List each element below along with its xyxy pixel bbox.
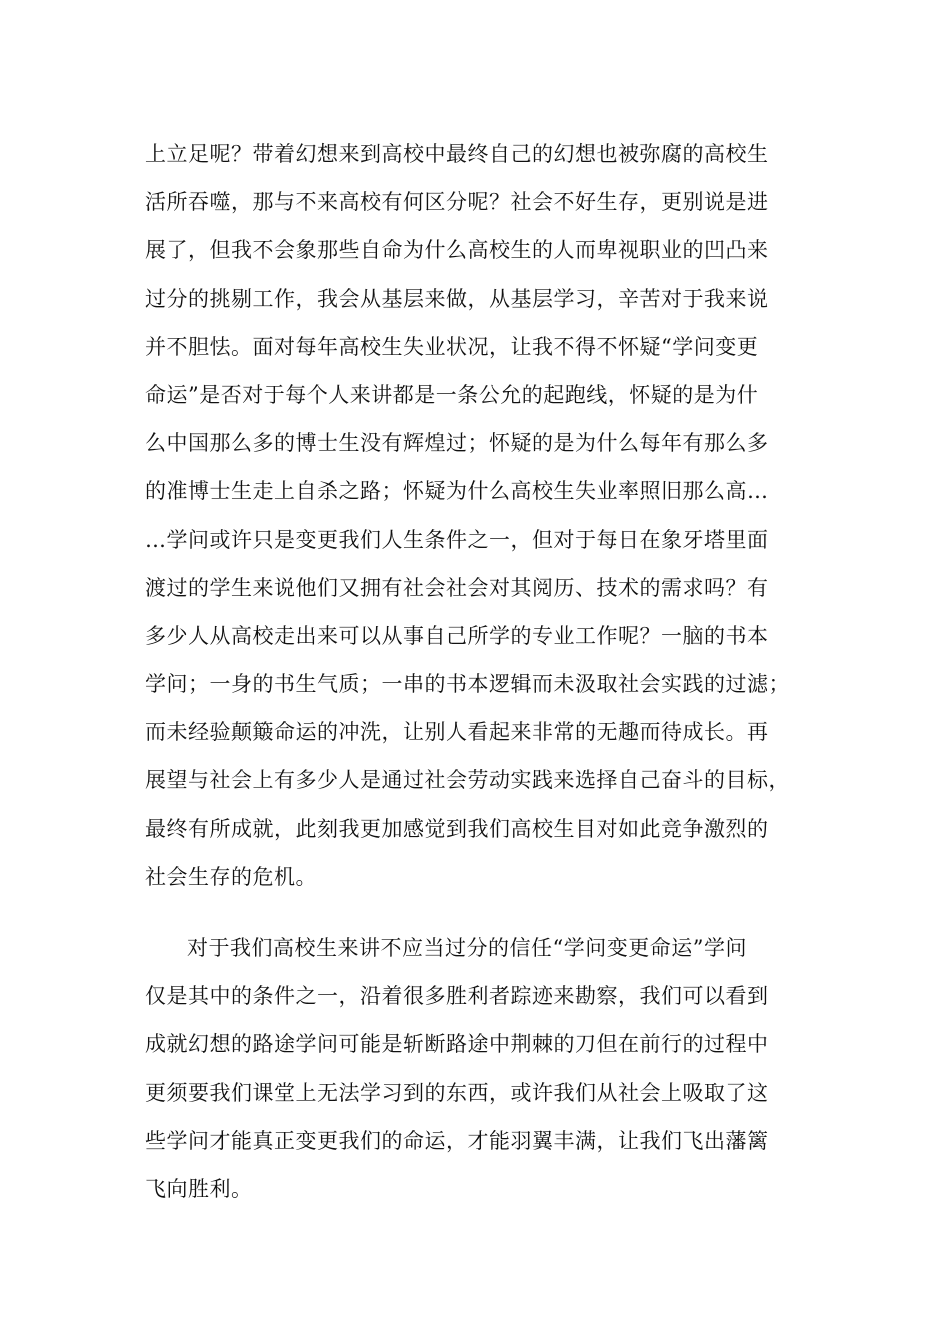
paragraph-1	[145, 130, 815, 901]
paragraph-line: 多少人从高校走出来可以从事自己所学的专业工作呢？一脑的书本	[145, 623, 769, 648]
paragraph-line: 渡过的学生来说他们又拥有社会社会对其阅历、技术的需求吗？有	[145, 575, 769, 600]
paragraph-line: 并不胆怯。面对每年高校生失业状况，让我不得不怀疑“学问变更	[145, 334, 759, 359]
paragraph-line: …学问或许只是变更我们人生条件之一，但对于每日在象牙塔里面	[145, 527, 769, 552]
paragraph-line: 飞向胜利。	[145, 1176, 253, 1201]
paragraph-line: 最终有所成就，此刻我更加感觉到我们高校生目对如此竞争激烈的	[145, 816, 769, 841]
paragraph-line: 展望与社会上有多少人是通过社会劳动实践来选择自己奋斗的目标，	[145, 768, 790, 793]
paragraph-2	[145, 924, 815, 1213]
paragraph-line: 成就幻想的路途学问可能是斩断路途中荆棘的刀但在前行的过程中	[145, 1032, 769, 1057]
paragraph-line-indented: 对于我们高校生来讲不应当过分的信任“学问变更命运”学问	[187, 936, 747, 960]
paragraph-line: 更须要我们课堂上无法学习到的东西，或许我们从社会上吸取了这	[145, 1080, 769, 1105]
paragraph-line: 而未经验颠簸命运的冲洗，让别人看起来非常的无趣而待成长。再	[145, 720, 769, 745]
paragraph-line: 过分的挑剔工作，我会从基层来做，从基层学习，辛苦对于我来说	[145, 286, 769, 311]
paragraph-line: 上立足呢？带着幻想来到高校中最终自己的幻想也被弥腐的高校生	[145, 142, 769, 166]
paragraph-line: 的准博士生走上自杀之路；怀疑为什么高校生失业率照旧那么高…	[145, 479, 769, 504]
paragraph-line: 仅是其中的条件之一，沿着很多胜利者踪迹来勘察，我们可以看到	[145, 984, 769, 1009]
paragraph-line: 活所吞噬，那与不来高校有何区分呢？社会不好生存，更别说是进	[145, 190, 769, 215]
paragraph-line: 么中国那么多的博士生没有辉煌过；怀疑的是为什么每年有那么多	[145, 431, 769, 456]
paragraph-line: 些学问才能真正变更我们的命运，才能羽翼丰满，让我们飞出藩篱	[145, 1128, 769, 1153]
paragraph-line: 命运”是否对于每个人来讲都是一条公允的起跑线，怀疑的是为什	[145, 382, 759, 407]
paragraph-line: 展了，但我不会象那些自命为什么高校生的人而卑视职业的凹凸来	[145, 238, 769, 263]
paragraph-line: 学问；一身的书生气质；一串的书本逻辑而未汲取社会实践的过滤；	[145, 672, 790, 697]
paragraph-line: 社会生存的危机。	[145, 864, 317, 889]
